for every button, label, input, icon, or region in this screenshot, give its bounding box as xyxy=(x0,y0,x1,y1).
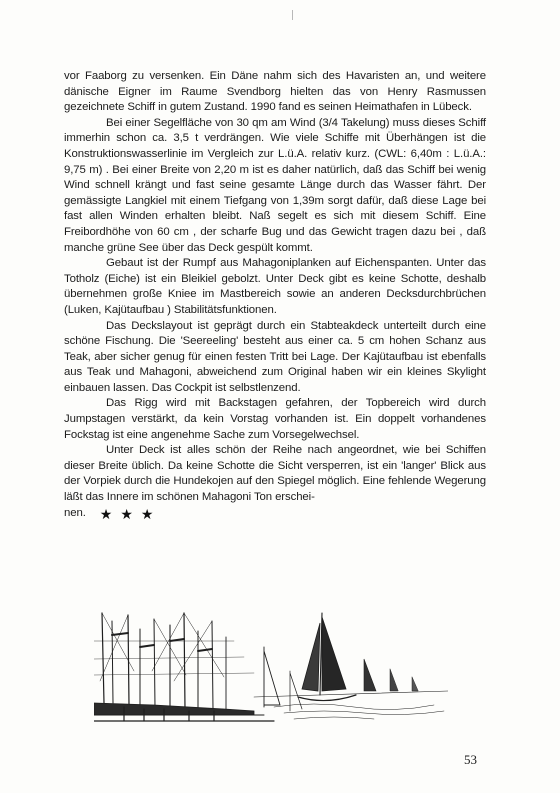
stars-ornament: ★★★ xyxy=(99,505,162,522)
paragraph-6-end: nen. xyxy=(64,507,86,520)
harbor-sailing-ships-illustration xyxy=(94,611,448,723)
page-edge-mark xyxy=(292,10,293,20)
paragraph-6-last-line xyxy=(64,506,486,523)
paragraph-2: Bei einer Segelfläche von 30 qm am Wind (3/4 Takelung) muss dieses Schiff immerhin schon ca. 3,5 t verdrängen. Wie viele Schiffe mit Überhängen ist die Konstruktionswasserlinie im Vergleich zur L.ü.A. relativ kurz. (CWL: 6,40m : L.ü.A.: 9,75 m) . Bei einer Breite von 2,20 m ist es daher natürlich, daß das Schiff bei wenig Wind schnell krängt und fast seine gesamte Länge durch das Wasser fährt. Der gemässigte Langkiel mit einem Tiefgang von 1,39m sorgt dafür, daß diese Lage bei fast allen Winden erhalten bleibt. Naß segelt es sich mit diesem Schiff. Eine Freibordhöhe von 60 cm , der scharfe Bug und das Gewicht tragen dazu bei , daß manche grüne See über das Deck gespült kommt. xyxy=(64,116,486,254)
paragraph-1: vor Faaborg zu versenken. Ein Däne nahm sich des Havaristen an, und weitere dänische Eigner im Raume Svendborg hielten das von Henry Rasmussen gezeichnete Schiff in gutem Zustand. 1990 fand es seinen Heimathafen in Lübeck. xyxy=(64,70,486,114)
paragraph-4: Das Deckslayout ist geprägt durch ein Stabteakdeck unterteilt durch eine schöne Fischung. Die 'Seereeling' besteht aus einer ca. 5 cm hohen Schanz aus Teak, aber sicher genug für einen festen Tritt bei Lage. Der Kajütaufbau ist ebenfalls aus Teak und Mahagoni, abweichend zum Original haben wir ein kleines Skylight einbauen lassen. Das Cockpit ist selbstlenzend. xyxy=(64,319,486,394)
paragraph-5: Das Rigg wird mit Backstagen gefahren, der Topbereich wird durch Jumpstagen verstärkt, da kein Vorstag vorhanden ist. Ein doppelt vorhandenes Fockstag ist eine angenehme Sache zum Vorsegelwechsel. xyxy=(64,397,486,441)
page-number: 53 xyxy=(464,752,477,767)
paragraph-3: Gebaut ist der Rumpf aus Mahagoniplanken auf Eichenspanten. Unter das Totholz (Eiche) ist ein Bleikiel gebolzt. Unter Deck gibt es keine Schotte, deshalb übernehmen große Kniee im Mastbereich sowie an anderen Decksdurchbrüchen (Luken, Kajütaufbau ) Stabilitätsfunktionen. xyxy=(64,257,486,316)
paragraph-6: Unter Deck ist alles schön der Reihe nach angeordnet, wie bei Schiffen dieser Breite üblich. Da keine Schotte die Sicht versperren, ist ein 'langer' Blick aus der Vorpiek durch die Hundekojen auf den Spiegel möglich. Eine fehlende Wegerung läßt das Innere im schönen Mahagoni Ton erschei- xyxy=(64,444,486,504)
body-text xyxy=(64,69,486,523)
